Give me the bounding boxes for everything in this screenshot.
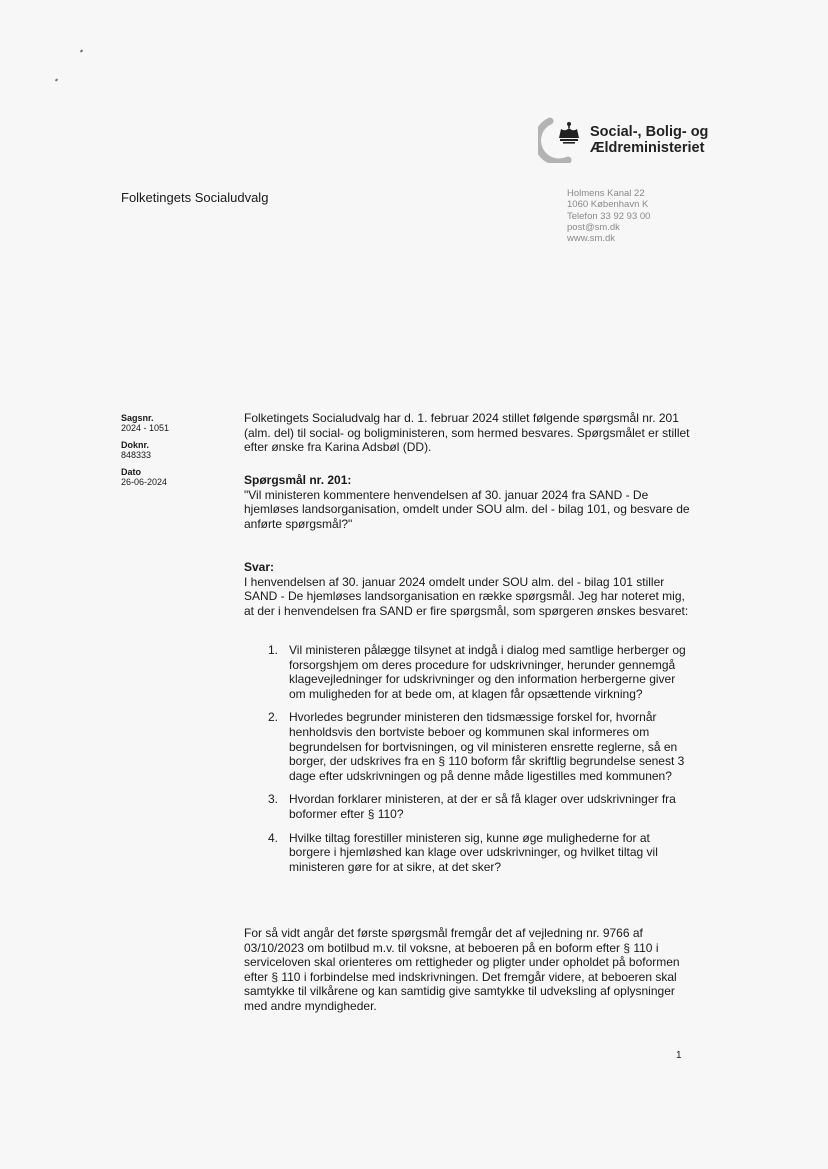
list-item-number: 2.: [268, 710, 279, 725]
dato-block: [121, 467, 169, 487]
sagsnr-block: [121, 413, 169, 433]
list-item-number: 1.: [268, 643, 279, 657]
ministry-logo: [538, 117, 718, 167]
closing-paragraph: For så vidt angår det første spørgsmål fremgår det af vejledning nr. 9766 af 03/10/2023 om botilbud m.v. til voksne, at beboeren på en boform efter § 110 i serviceloven skal orienteres om rettigheder og pligter under opholdet på boformen efter § 110 i forbindelse med indskrivningen. Det fremgår videre, at beboeren skal samtykke til vilkårene og kan samtidig give samtykke til udveksling af oplysninger med andre myndigheder.: [244, 926, 680, 1013]
address-street: Holmens Kanal 22: [567, 188, 645, 199]
doknr-block: [121, 440, 169, 460]
list-item: [268, 710, 688, 783]
ministry-name-line2: Ældreministeriet: [590, 140, 705, 156]
list-item-text: Hvilke tiltag forestiller ministeren sig, kunne øge mulighederne for at borgere i hjemløshed kan klage over udskrivninger, og hvilket tiltag vil ministeren gøre for at sikre, at det sker?: [289, 830, 658, 874]
answer-intro: I henvendelsen af 30. januar 2024 omdelt under SOU alm. del - bilag 101 stiller SAND - De hjemløses landsorganisation en række spørgsmål. Jeg har noteret mig, at der i henvendelsen fra SAND er fire spørgsmål, som spørgeren ønskes besvaret:: [244, 574, 689, 618]
crown-icon: [556, 121, 582, 145]
scan-speck: [80, 49, 84, 52]
intro-paragraph: Folketingets Socialudvalg har d. 1. februar 2024 stillet følgende spørgsmål nr. 201 (alm. del) til social- og boligministeren, som hermed besvares. Spørgsmålet er stillet efter ønske fra Karina Adsbøl (DD).: [244, 411, 690, 455]
dato-label: Dato: [121, 467, 141, 477]
scan-speck: [55, 78, 59, 81]
list-item-text: Vil ministeren pålægge tilsynet at indgå i dialog med samtlige herberger og forsorgshjem om deres procedure for udskrivninger, herunder gennemgå klagevejledninger for udskrivninger og den information herbergerne giver om muligheden for at bede om, at klagen får opsættende virkning?: [289, 643, 686, 701]
document-meta: [121, 413, 169, 494]
address-website: www.sm.dk: [567, 233, 616, 245]
list-item: [268, 831, 688, 875]
list-item-text: Hvorledes begrunder ministeren den tidsmæssige forskel for, hvornår henholdsvis den bortviste beboer og kommunen skal informeres om begrundelsen for bortvisningen, og vil ministeren ensrette reglerne, så en borger, der udskrives fra en § 110 boform får skriftlig begrundelse senest 3 dage efter udskrivningen og på denne måde ligestilles med kommunen?: [289, 710, 685, 783]
address-email: post@sm.dk: [567, 221, 620, 233]
ministry-name: [590, 124, 708, 156]
doknr-value: 848333: [121, 450, 152, 460]
list-item: [268, 792, 688, 821]
dato-value: 26-06-2024: [121, 477, 168, 487]
list-item-number: 3.: [268, 792, 279, 807]
sagsnr-label: Sagsnr.: [121, 413, 154, 423]
question-title: Spørgsmål nr. 201:: [244, 473, 352, 487]
question-text: "Vil ministeren kommentere henvendelsen af 30. januar 2024 fra SAND - De hjemløses landsorganisation, omdelt under SOU alm. del - bilag 101, og besvare de anførte spørgsmål?": [244, 487, 690, 531]
doknr-label: Doknr.: [121, 440, 150, 450]
list-item-text: Hvordan forklarer ministeren, at der er så få klager over udskrivninger fra boformer efter § 110?: [289, 792, 676, 821]
answer-title: Svar:: [244, 560, 275, 574]
question-section: [244, 473, 694, 531]
ministry-name-line1: Social-, Bolig- og: [590, 124, 709, 140]
page-number: 1: [676, 1050, 682, 1061]
list-item-number: 4.: [268, 830, 279, 845]
address-phone: Telefon 33 92 93 00: [567, 210, 651, 222]
recipient: Folketingets Socialudvalg: [121, 190, 269, 205]
sagsnr-value: 2024 - 1051: [121, 423, 170, 433]
answer-section: [244, 560, 694, 618]
address-city: 1060 København K: [567, 199, 649, 211]
ministry-address: [567, 188, 650, 244]
list-item: [268, 643, 688, 701]
question-list: [268, 643, 688, 883]
